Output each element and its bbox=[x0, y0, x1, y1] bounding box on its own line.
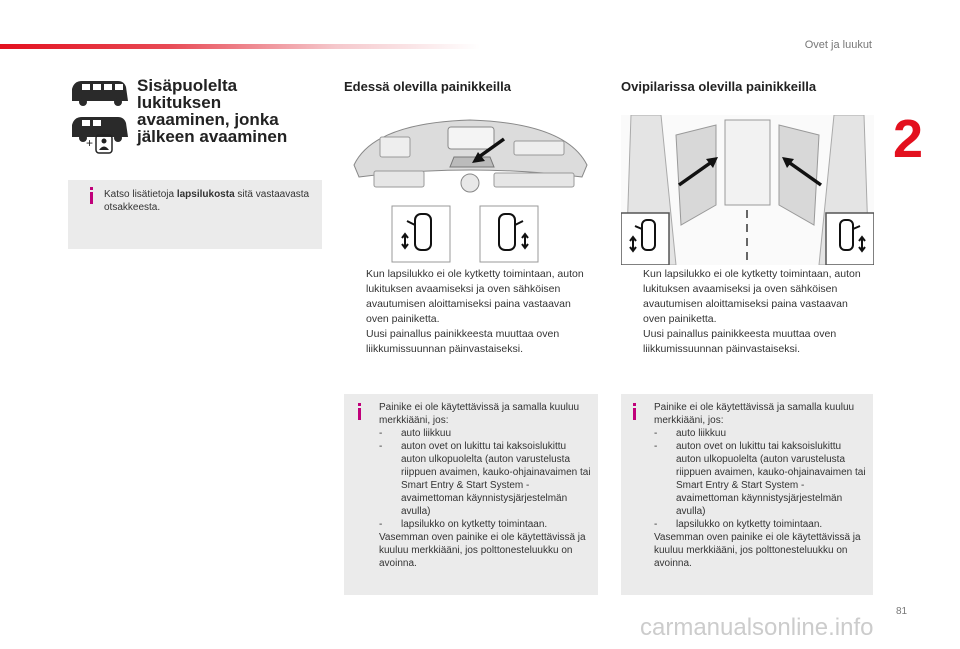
note-text: sitä vastaavasta otsakkeesta. bbox=[104, 189, 310, 213]
info-note-right bbox=[621, 394, 873, 595]
right-door-button-icon bbox=[479, 205, 539, 263]
note-text: Katso lisätietoja bbox=[104, 189, 177, 200]
note-text: Painike ei ole käytettävissä ja samalla kuuluu merkkiääni, jos: bbox=[654, 402, 855, 426]
note-text: Vasemman oven painike ei ole käytettävissä ja kuuluu merkkiääni, jos polttonesteluukku on avoinna. bbox=[654, 532, 861, 569]
dashboard-illustration bbox=[344, 115, 597, 205]
list-item: - auton ovet on lukittu tai kaksoislukittu auton ulkopuolelta (auton varustelusta riippuen avaimen, kauko-ohjainavaimen tai Smart Entry & Start System -avaimettoman käynnistysjärjestelmän avulla) bbox=[654, 441, 866, 517]
chapter-number: 2 bbox=[893, 109, 924, 169]
middle-instructions bbox=[344, 267, 594, 357]
right-instructions bbox=[621, 267, 871, 357]
info-note-left bbox=[68, 180, 322, 249]
middle-section-title: Edessä olevilla painikkeilla bbox=[344, 79, 511, 94]
note-text: Painike ei ole käytettävissä ja samalla kuuluu merkkiääni, jos: bbox=[379, 402, 580, 426]
list-item: Kun lapsilukko ei ole kytketty toimintaan, auton lukituksen avaamiseksi ja oven sähköisen avautumisen aloittamiseksi paina vastaavan oven painiketta. bbox=[366, 268, 584, 325]
vehicle-icons bbox=[68, 75, 130, 155]
left-door-button-icon bbox=[623, 214, 667, 262]
list-item: - lapsilukko on kytketty toimintaan. bbox=[654, 519, 823, 530]
left-section-title: Sisäpuolelta lukituksen avaaminen, jonka jälkeen avaaminen bbox=[137, 76, 288, 146]
list-item: - auton ovet on lukittu tai kaksoislukittu auton ulkopuolelta (auton varustelusta riippuen avaimen, kauko-ohjainavaimen tai Smart Entry & Start System -avaimettoman käynnistysjärjestelmän avulla) bbox=[379, 441, 591, 517]
list-item: Uusi painallus painikkeesta muuttaa oven liikkumissuunnan päinvastaiseksi. bbox=[643, 328, 837, 355]
list-item: - auto liikkuu bbox=[379, 428, 452, 439]
list-item: Uusi painallus painikkeesta muuttaa oven liikkumissuunnan päinvastaiseksi. bbox=[366, 328, 560, 355]
svg-text:+: + bbox=[86, 136, 94, 150]
section-title: Ovet ja luukut bbox=[804, 39, 872, 51]
info-icon bbox=[633, 403, 636, 420]
note-bold-term: lapsilukosta bbox=[176, 189, 235, 200]
info-icon bbox=[358, 403, 361, 420]
child-lock-icon bbox=[86, 135, 112, 153]
van-icon bbox=[72, 81, 128, 106]
list-item: - lapsilukko on kytketty toimintaan. bbox=[379, 519, 548, 530]
info-note-middle bbox=[344, 394, 598, 595]
page-number: 81 bbox=[896, 606, 908, 617]
list-item: Kun lapsilukko ei ole kytketty toimintaan, auton lukituksen avaamiseksi ja oven sähköisen avautumisen aloittamiseksi paina vastaavan oven painiketta. bbox=[643, 268, 861, 325]
left-door-button-icon bbox=[391, 205, 451, 263]
note-text: Vasemman oven painike ei ole käytettävissä ja kuuluu merkkiääni, jos polttonesteluukku on avoinna. bbox=[379, 532, 586, 569]
right-door-button-icon bbox=[828, 214, 872, 262]
info-icon bbox=[90, 187, 93, 204]
watermark: carmanualsonline.info bbox=[640, 614, 874, 641]
right-section-title: Ovipilarissa olevilla painikkeilla bbox=[621, 79, 817, 94]
list-item: - auto liikkuu bbox=[654, 428, 727, 439]
header-accent-bar bbox=[0, 44, 480, 49]
van-icon bbox=[72, 117, 128, 142]
